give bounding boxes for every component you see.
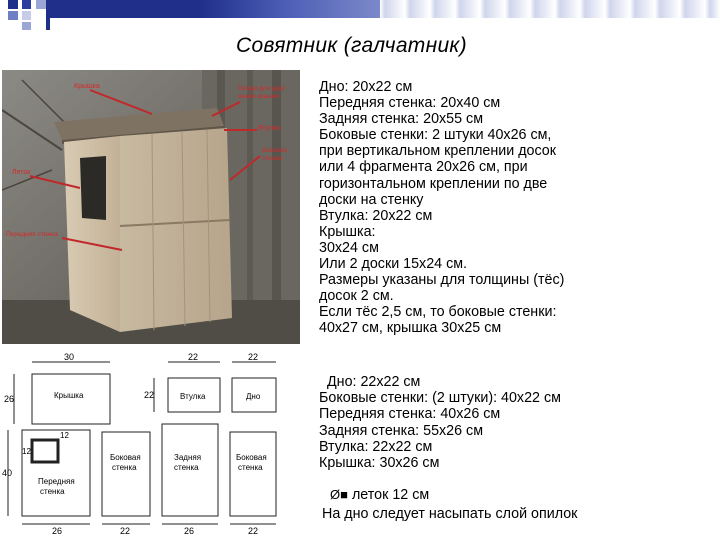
variant1-dimensions [319, 79, 564, 337]
text-line: при вертикальном креплении досок [319, 143, 557, 160]
dim-front-w: 26 [52, 526, 63, 536]
photo-label-side-2: стенка [262, 155, 282, 162]
entrance-note [322, 485, 577, 505]
dim-back-w: 26 [184, 526, 195, 536]
text-line: Или 2 доски 15x24 см. [319, 256, 468, 273]
entrance-note-text: леток 12 см [351, 487, 430, 503]
text-line: Если тёс 2,5 см, то боковые стенки: [319, 304, 557, 321]
text-line: Задняя стенка: 55x26 см [319, 422, 484, 439]
photo-label-sleeve: Втулка [258, 125, 281, 132]
text-line: досок 2 см. [319, 288, 394, 305]
photo-label-roof: Крышка [74, 83, 100, 90]
dim-roof-w: 30 [64, 352, 75, 362]
text-line: Крышка: [319, 223, 376, 240]
dim-side2-w: 22 [248, 526, 259, 536]
photo-label-nails-2: жания крышки [238, 93, 280, 100]
text-line: доски на стенку [319, 191, 424, 208]
photo-label-side-1: Боковая [262, 147, 287, 154]
text-line: Втулка: 22x22 см [319, 438, 433, 455]
text-line: или 4 фрагмента 20x26 см, при [319, 159, 528, 176]
dim-sleeve-w: 22 [188, 352, 199, 362]
drawing-label-front-2: стенка [40, 487, 65, 496]
text-line: Боковые стенки: 2 штуки 40x26 см, [319, 127, 552, 144]
drawing-label-side-2: стенка [112, 463, 137, 472]
dim-front-h: 40 [2, 468, 13, 478]
text-line: 30x24 см [319, 239, 379, 256]
text-line: Передняя стенка: 40x26 см [319, 406, 501, 423]
text-line: горизонтальном креплении по две [319, 175, 548, 192]
dimension-drawing [2, 348, 292, 536]
dim-hole-w: 12 [60, 431, 69, 440]
drawing-label-front-1: Передняя [38, 477, 75, 486]
decorative-header-pattern [0, 0, 720, 30]
variant2-dimensions [319, 374, 561, 471]
drawing-label-bottom: Дно [246, 392, 261, 401]
text-line: 40x27 см, крышка 30x25 см [319, 320, 502, 337]
text-line: Задняя стенка: 20x55 см [319, 111, 484, 128]
dim-roof-h: 26 [4, 394, 15, 404]
birdhouse-photo [2, 70, 300, 344]
drawing-label-side-1: Боковая [110, 453, 141, 462]
text-line: Крышка: 30x26 см [319, 455, 440, 472]
drawing-label-back-2: стенка [174, 463, 199, 472]
dim-sleeve-h: 22 [144, 390, 155, 400]
drawing-label-back-1: Задняя [174, 453, 202, 462]
text-line: Размеры указаны для толщины (тёс) [319, 272, 565, 289]
text-line: Втулка: 20x22 см [319, 207, 433, 224]
notes [322, 485, 577, 524]
photo-label-front: Передняя стенка [6, 231, 58, 238]
drawing-label-side2-1: Боковая [236, 453, 267, 462]
bottom-note: На дно следует насыпать слой опилок [322, 506, 578, 522]
drawing-label-sleeve: Втулка [180, 392, 206, 401]
drawing-label-side2-2: стенка [238, 463, 263, 472]
text-line: Дно: 22x22 см [327, 374, 421, 390]
drawing-label-roof: Крышка [54, 391, 84, 400]
page-title: Совятник (галчатник) [236, 34, 467, 57]
text-line: Дно: 20x22 см [319, 79, 413, 95]
dim-hole-h: 12 [22, 447, 31, 456]
text-line: Передняя стенка: 20x40 см [319, 95, 501, 112]
photo-label-nails-1: Гвозди для удер [238, 85, 285, 92]
dim-bottom-w: 22 [248, 352, 259, 362]
diameter-square-icon: Ø■ [330, 487, 348, 502]
dim-side-w: 22 [120, 526, 131, 536]
text-line: Боковые стенки: (2 штуки): 40x22 см [319, 390, 561, 407]
photo-label-entrance: Леток [12, 169, 31, 176]
